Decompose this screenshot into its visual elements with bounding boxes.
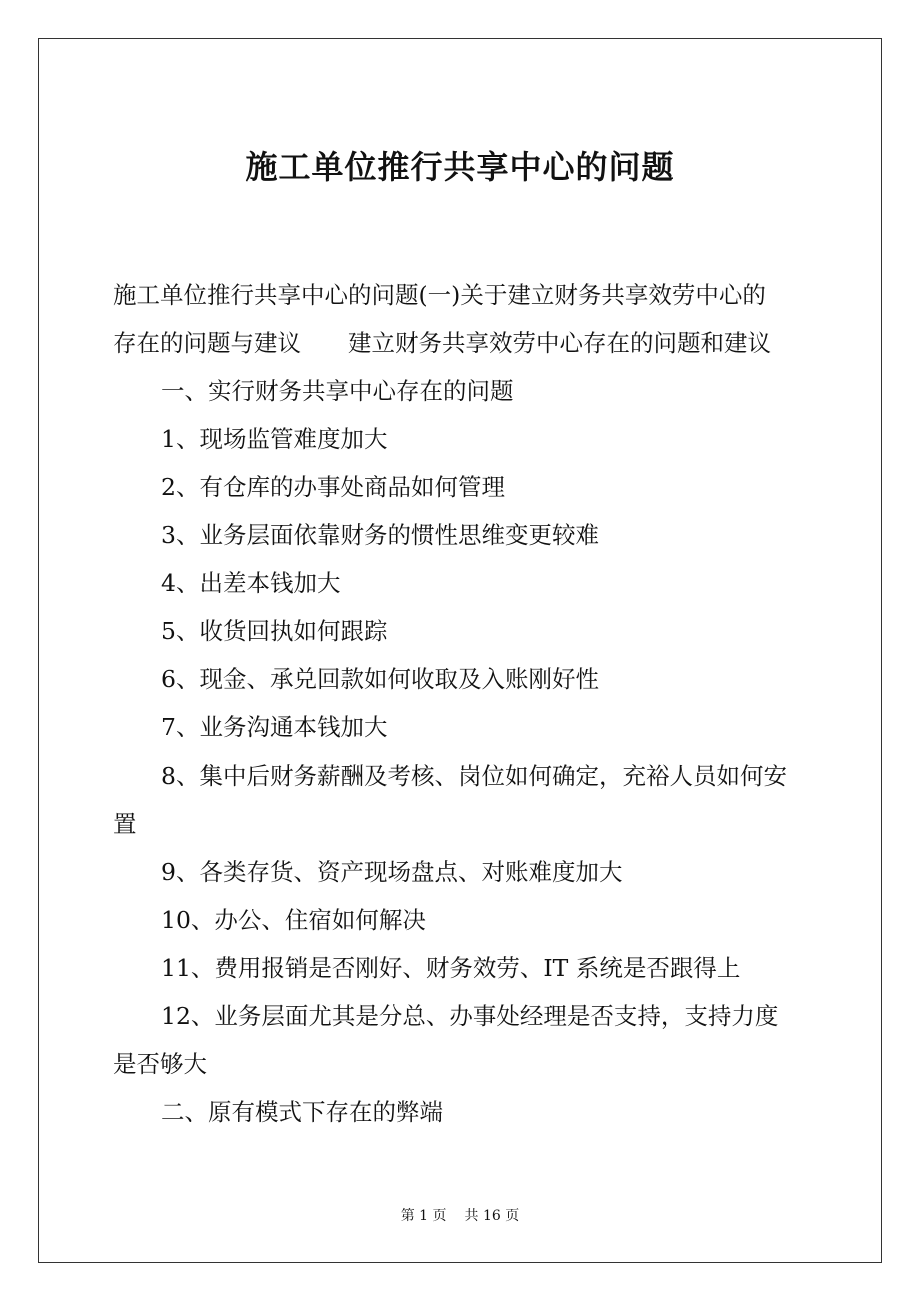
list-item: 1、现场监管难度加大 — [161, 425, 388, 453]
list-item: 2、有仓库的办事处商品如何管理 — [161, 473, 505, 501]
paragraph-line: 施工单位推行共享中心的问题(一)关于建立财务共享效劳中心的 — [113, 281, 766, 309]
section-heading: 二、原有模式下存在的弊端 — [161, 1098, 443, 1126]
page-number: 第 1 页 — [400, 1208, 447, 1224]
paragraph-line: 存在的问题与建议 建立财务共享效劳中心存在的问题和建议 — [113, 329, 771, 357]
list-item: 10、办公、住宿如何解决 — [161, 906, 426, 934]
list-item: 9、各类存货、资产现场盘点、对账难度加大 — [161, 858, 623, 886]
page-total: 共 16 页 — [464, 1208, 520, 1224]
list-item-continuation: 是否够大 — [113, 1050, 207, 1078]
list-item: 7、业务沟通本钱加大 — [161, 713, 388, 741]
list-item: 11、费用报销是否刚好、财务效劳、IT 系统是否跟得上 — [161, 954, 741, 982]
page-footer — [0, 1206, 920, 1226]
section-heading: 一、实行财务共享中心存在的问题 — [161, 377, 514, 405]
list-item: 8、集中后财务薪酬及考核、岗位如何确定，充裕人员如何安 — [161, 762, 787, 790]
list-item: 12、业务层面尤其是分总、办事处经理是否支持，支持力度 — [161, 1002, 779, 1030]
list-item: 3、业务层面依靠财务的惯性思维变更较难 — [161, 521, 599, 549]
list-item: 5、收货回执如何跟踪 — [161, 617, 388, 645]
list-item: 6、现金、承兑回款如何收取及入账刚好性 — [161, 665, 599, 693]
document-title: 施工单位推行共享中心的问题 — [245, 148, 675, 186]
list-item: 4、出差本钱加大 — [161, 569, 341, 597]
list-item-continuation: 置 — [113, 810, 137, 838]
